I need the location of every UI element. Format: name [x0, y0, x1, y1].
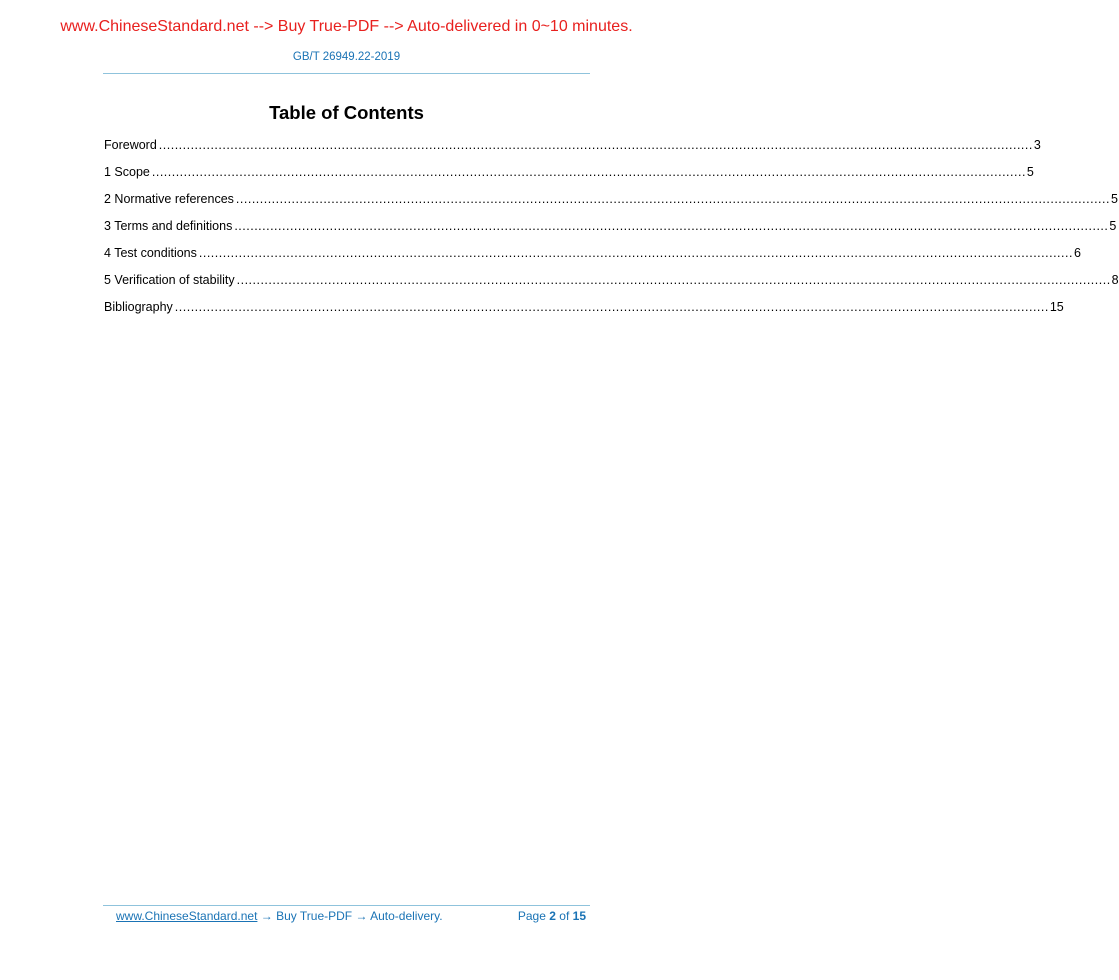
promo-banner: www.ChineseStandard.net --> Buy True-PDF --> Auto-delivered in 0~10 minutes.	[60, 18, 633, 35]
standard-code: GB/T 26949.22-2019	[292, 51, 401, 63]
toc-entry-terms-and-definitions[interactable]	[104, 218, 1117, 245]
toc-list	[104, 137, 1119, 326]
toc-entry-label: Bibliography	[104, 300, 173, 314]
toc-entry-label: 1 Scope	[104, 165, 150, 179]
toc-entry-page: 5	[1110, 192, 1118, 206]
footer-total-pages: 15	[572, 909, 586, 923]
header-divider	[103, 73, 590, 74]
toc-entry-page: 5	[1026, 165, 1034, 179]
footer-page-indicator	[518, 909, 586, 923]
toc-entry-label: Foreword	[104, 138, 157, 152]
toc-title: Table of Contents	[269, 102, 424, 123]
footer-page-word: Page	[517, 909, 546, 923]
toc-entry-normative-references[interactable]	[104, 191, 1118, 218]
toc-entry-label: 4 Test conditions	[104, 246, 197, 260]
toc-entry-label: 2 Normative references	[104, 192, 234, 206]
toc-leader-dots: ............................................................................................................................................................................................................................	[198, 246, 1073, 260]
toc-leader-dots: ............................................................................................................................................................................................................................	[174, 300, 1049, 314]
toc-entry-page: 15	[1049, 300, 1064, 314]
toc-entry-page: 3	[1033, 138, 1041, 152]
toc-leader-dots: ............................................................................................................................................................................................................................	[234, 219, 1109, 233]
toc-leader-dots: ............................................................................................................................................................................................................................	[151, 165, 1026, 179]
footer-site-link[interactable]: www.ChineseStandard.net	[116, 909, 258, 923]
toc-entry-page: 5	[1109, 219, 1117, 233]
footer-tagline: → Buy True-PDF → Auto-delivery.	[257, 909, 443, 923]
toc-entry-foreword[interactable]	[104, 137, 1041, 164]
toc-entry-test-conditions[interactable]	[104, 245, 1081, 272]
page-footer	[116, 909, 586, 923]
footer-divider	[103, 905, 590, 906]
footer-current-page: 2	[549, 909, 556, 923]
toc-leader-dots: ............................................................................................................................................................................................................................	[235, 192, 1110, 206]
toc-entry-label: 3 Terms and definitions	[104, 219, 233, 233]
toc-entry-verification-of-stability[interactable]	[104, 272, 1119, 299]
toc-leader-dots: ............................................................................................................................................................................................................................	[236, 273, 1111, 287]
toc-entry-page: 6	[1073, 246, 1081, 260]
toc-entry-page: 8	[1111, 273, 1119, 287]
toc-entry-bibliography[interactable]	[104, 299, 1064, 326]
toc-leader-dots: ............................................................................................................................................................................................................................	[158, 138, 1033, 152]
footer-of-word: of	[559, 909, 570, 923]
toc-entry-label: 5 Verification of stability	[104, 273, 235, 287]
toc-entry-scope[interactable]	[104, 164, 1034, 191]
